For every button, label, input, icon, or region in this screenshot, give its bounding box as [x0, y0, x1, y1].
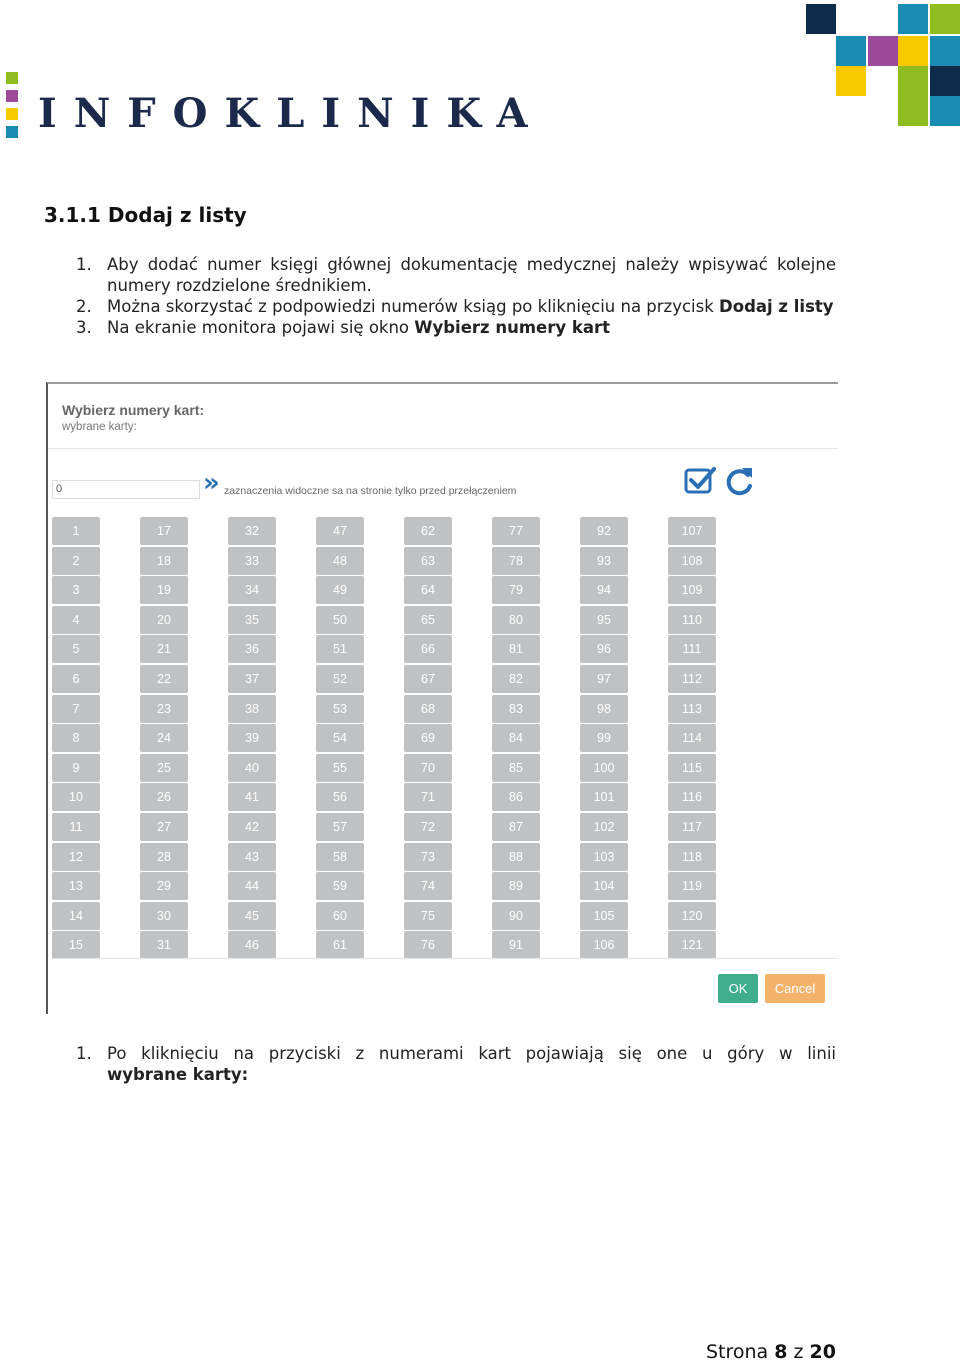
card-number-button[interactable]: 55 — [316, 754, 364, 782]
word: linii — [807, 1044, 836, 1063]
card-number-button[interactable]: 40 — [228, 754, 276, 782]
card-number-button[interactable]: 43 — [228, 843, 276, 871]
word: u — [701, 1044, 713, 1063]
card-number-button[interactable]: 117 — [668, 813, 716, 841]
card-number-button[interactable]: 89 — [492, 872, 540, 900]
card-number-button[interactable]: 54 — [316, 724, 364, 752]
card-number-button[interactable]: 71 — [404, 783, 452, 811]
card-number-button[interactable]: 95 — [580, 606, 628, 634]
card-number-button[interactable]: 36 — [228, 635, 276, 663]
card-number-button[interactable]: 69 — [404, 724, 452, 752]
card-number-button[interactable]: 4 — [52, 606, 100, 634]
list-item: 3. Na ekranie monitora pojawi się okno Wybierz numery kart — [76, 318, 611, 337]
dialog-title: Wybierz numery kart: — [62, 402, 205, 418]
word: przyciski — [268, 1044, 341, 1063]
card-number-button[interactable]: 111 — [668, 635, 716, 663]
word: one — [656, 1044, 688, 1063]
logo-mosaic — [806, 4, 960, 128]
word: z — [355, 1044, 365, 1063]
card-number-button[interactable]: 110 — [668, 606, 716, 634]
card-number-button[interactable]: 106 — [580, 931, 628, 959]
card-number-button[interactable]: 38 — [228, 695, 276, 723]
card-number-button[interactable]: 119 — [668, 872, 716, 900]
card-number-button[interactable]: 67 — [404, 665, 452, 693]
card-number-button[interactable]: 23 — [140, 695, 188, 723]
divider — [48, 448, 838, 449]
word: w — [778, 1044, 793, 1063]
card-number-button[interactable]: 30 — [140, 902, 188, 930]
card-number-button[interactable]: 66 — [404, 635, 452, 663]
card-number-button[interactable]: 63 — [404, 547, 452, 575]
card-number-button[interactable]: 35 — [228, 606, 276, 634]
card-number-button[interactable]: 45 — [228, 902, 276, 930]
card-number-button[interactable]: 5 — [52, 635, 100, 663]
word: kart — [478, 1044, 511, 1063]
card-number-button[interactable]: 115 — [668, 754, 716, 782]
page-footer: Strona 8 z 20 — [705, 1341, 836, 1363]
justified-line — [107, 1043, 836, 1064]
card-number-button[interactable]: 107 — [668, 517, 716, 545]
card-number-button[interactable]: 59 — [316, 872, 364, 900]
card-number-button[interactable]: 98 — [580, 695, 628, 723]
card-number-button[interactable]: 62 — [404, 517, 452, 545]
card-number-button[interactable]: 12 — [52, 843, 100, 871]
card-number-button[interactable]: 86 — [492, 783, 540, 811]
card-number-button[interactable]: 57 — [316, 813, 364, 841]
word: Po — [107, 1044, 127, 1063]
double-chevron-right-icon[interactable]: » — [203, 468, 220, 498]
card-number-button[interactable]: 1 — [52, 517, 100, 545]
ok-button[interactable]: OK — [718, 974, 758, 1003]
card-number-button[interactable]: 113 — [668, 695, 716, 723]
word: numerami — [378, 1044, 464, 1063]
card-number-button[interactable]: 25 — [140, 754, 188, 782]
card-number-button[interactable]: 92 — [580, 517, 628, 545]
card-number-button[interactable]: 2 — [52, 547, 100, 575]
card-number-button[interactable]: 52 — [316, 665, 364, 693]
card-number-button[interactable]: 48 — [316, 547, 364, 575]
card-number-button[interactable]: 84 — [492, 724, 540, 752]
card-number-button[interactable]: 31 — [140, 931, 188, 959]
card-number-button[interactable]: 103 — [580, 843, 628, 871]
divider — [52, 958, 838, 959]
card-number-button[interactable]: 108 — [668, 547, 716, 575]
card-number-button[interactable]: 8 — [52, 724, 100, 752]
card-number-button[interactable]: 64 — [404, 576, 452, 604]
card-number-button[interactable]: 99 — [580, 724, 628, 752]
card-number-button[interactable]: 58 — [316, 843, 364, 871]
word: się — [618, 1044, 642, 1063]
card-number-button[interactable]: 90 — [492, 902, 540, 930]
card-number-button[interactable]: 39 — [228, 724, 276, 752]
card-number-input[interactable]: 0 — [52, 480, 200, 499]
card-number-button[interactable]: 56 — [316, 783, 364, 811]
selected-cards-label: wybrane karty: — [62, 421, 137, 433]
card-number-button[interactable]: 29 — [140, 872, 188, 900]
logo: INFOKLINIKA — [38, 90, 545, 137]
card-number-button[interactable]: 13 — [52, 872, 100, 900]
card-number-button[interactable]: 83 — [492, 695, 540, 723]
card-number-button[interactable]: 10 — [52, 783, 100, 811]
card-number-button[interactable]: 33 — [228, 547, 276, 575]
card-number-button[interactable]: 53 — [316, 695, 364, 723]
select-cards-dialog — [46, 382, 838, 1014]
card-number-button[interactable]: 11 — [52, 813, 100, 841]
word: kliknięciu — [141, 1044, 219, 1063]
card-number-button[interactable]: 97 — [580, 665, 628, 693]
card-number-button[interactable]: 94 — [580, 576, 628, 604]
list-item: 1. Po kliknięciu na przyciski z numerami kart pojawiają się one u góry w linii wybrane karty: — [76, 1044, 836, 1084]
card-number-button[interactable]: 81 — [492, 635, 540, 663]
card-number-button[interactable]: 15 — [52, 931, 100, 959]
card-number-button[interactable]: 28 — [140, 843, 188, 871]
word: góry — [727, 1044, 765, 1063]
section-title: 3.1.1 Dodaj z listy — [44, 203, 247, 227]
card-number-button[interactable]: 26 — [140, 783, 188, 811]
card-number-button[interactable]: 79 — [492, 576, 540, 604]
card-number-button[interactable]: 112 — [668, 665, 716, 693]
cancel-button[interactable]: Cancel — [765, 974, 825, 1003]
card-number-button[interactable]: 73 — [404, 843, 452, 871]
check-square-icon[interactable] — [684, 466, 716, 496]
card-number-button[interactable]: 72 — [404, 813, 452, 841]
card-number-button[interactable]: 27 — [140, 813, 188, 841]
card-number-button[interactable]: 65 — [404, 606, 452, 634]
word: na — [233, 1044, 255, 1063]
card-number-button[interactable]: 34 — [228, 576, 276, 604]
list-item: 2. Można skorzystać z podpowiedzi numerów ksiąg po kliknięciu na przycisk Dodaj z listy — [76, 297, 834, 316]
card-number-button[interactable]: 93 — [580, 547, 628, 575]
card-number-button[interactable]: 109 — [668, 576, 716, 604]
card-number-button[interactable]: 60 — [316, 902, 364, 930]
card-number-button[interactable]: 82 — [492, 665, 540, 693]
card-number-button[interactable]: 61 — [316, 931, 364, 959]
list-item: 1. Aby dodać numer księgi głównej dokumentację medycznej należy wpisywać kolejne numery rozdzielone średnikiem. — [76, 255, 836, 295]
card-number-button[interactable]: 24 — [140, 724, 188, 752]
card-number-button[interactable]: 85 — [492, 754, 540, 782]
card-number-button[interactable]: 114 — [668, 724, 716, 752]
card-number-button[interactable]: 74 — [404, 872, 452, 900]
card-number-button[interactable]: 41 — [228, 783, 276, 811]
card-number-button[interactable]: 91 — [492, 931, 540, 959]
card-number-button[interactable]: 80 — [492, 606, 540, 634]
card-number-button[interactable]: 77 — [492, 517, 540, 545]
card-number-button[interactable]: 102 — [580, 813, 628, 841]
refresh-icon[interactable] — [724, 466, 756, 498]
card-number-button[interactable]: 18 — [140, 547, 188, 575]
card-number-button[interactable]: 47 — [316, 517, 364, 545]
card-number-button[interactable]: 76 — [404, 931, 452, 959]
card-number-button[interactable]: 101 — [580, 783, 628, 811]
card-number-button[interactable]: 96 — [580, 635, 628, 663]
card-number-button[interactable]: 50 — [316, 606, 364, 634]
logo-color-bar — [6, 72, 18, 136]
card-number-button[interactable]: 42 — [228, 813, 276, 841]
card-number-button[interactable]: 17 — [140, 517, 188, 545]
card-number-button[interactable]: 105 — [580, 902, 628, 930]
card-number-button[interactable]: 100 — [580, 754, 628, 782]
card-number-button[interactable]: 14 — [52, 902, 100, 930]
card-number-button[interactable]: 51 — [316, 635, 364, 663]
card-number-button[interactable]: 20 — [140, 606, 188, 634]
card-number-button[interactable]: 3 — [52, 576, 100, 604]
card-number-button[interactable]: 120 — [668, 902, 716, 930]
card-number-button[interactable]: 46 — [228, 931, 276, 959]
card-number-button[interactable]: 87 — [492, 813, 540, 841]
steps-list — [44, 254, 836, 338]
card-number-button[interactable]: 121 — [668, 931, 716, 959]
card-number-button[interactable]: 37 — [228, 665, 276, 693]
after-list — [44, 1043, 836, 1085]
card-number-button[interactable]: 75 — [404, 902, 452, 930]
card-number-button[interactable]: 22 — [140, 665, 188, 693]
card-number-button[interactable]: 70 — [404, 754, 452, 782]
word: pojawiają — [525, 1044, 604, 1063]
card-number-button[interactable]: 68 — [404, 695, 452, 723]
card-number-button[interactable]: 21 — [140, 635, 188, 663]
card-number-button[interactable]: 32 — [228, 517, 276, 545]
card-number-button[interactable]: 104 — [580, 872, 628, 900]
hint-text: zaznaczenia widoczne sa na stronie tylko przed przełączeniem — [224, 485, 517, 497]
card-number-button[interactable]: 6 — [52, 665, 100, 693]
card-number-button[interactable]: 7 — [52, 695, 100, 723]
card-number-button[interactable]: 44 — [228, 872, 276, 900]
card-number-button[interactable]: 78 — [492, 547, 540, 575]
card-number-button[interactable]: 49 — [316, 576, 364, 604]
card-number-button[interactable]: 19 — [140, 576, 188, 604]
card-number-button[interactable]: 116 — [668, 783, 716, 811]
card-number-button[interactable]: 118 — [668, 843, 716, 871]
card-number-button[interactable]: 88 — [492, 843, 540, 871]
card-number-button[interactable]: 9 — [52, 754, 100, 782]
